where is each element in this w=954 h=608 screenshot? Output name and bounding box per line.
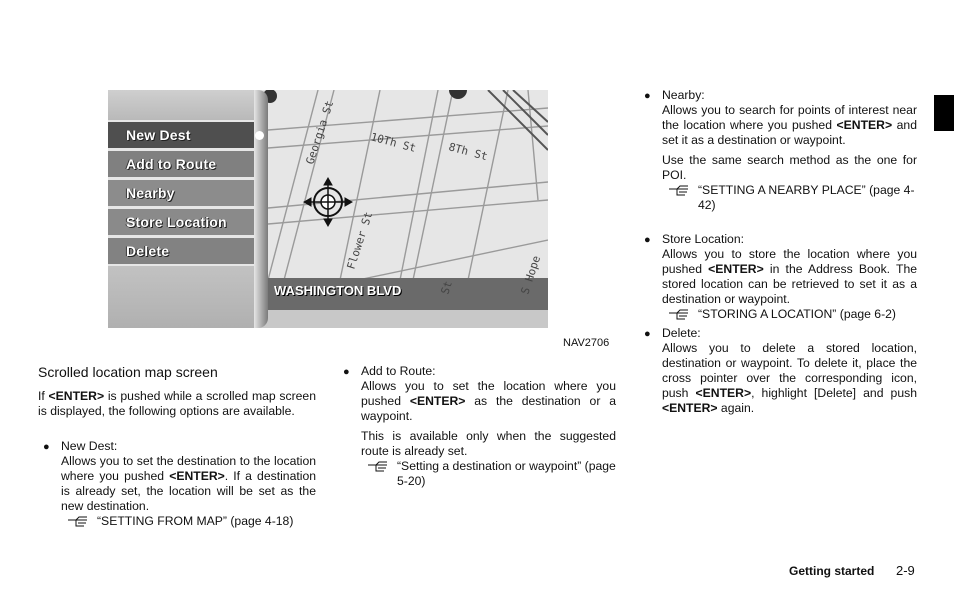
map-label-10th: 10Th St	[369, 130, 418, 155]
reference-hand-icon	[67, 515, 89, 527]
intro-paragraph: If <ENTER> is pushed while a scrolled map screen is displayed, the following options are available.	[38, 389, 316, 418]
section-thumb-tab	[934, 95, 954, 131]
bullet: ●	[644, 90, 651, 102]
ref-storing-location: “STORING A LOCATION” (page 6-2)	[698, 307, 896, 321]
ref-setting-from-map: “SETTING FROM MAP” (page 4-18)	[97, 514, 294, 528]
bullet: ●	[343, 366, 350, 378]
ref-setting-destination: “Setting a destination or waypoint” (page 5-20)	[397, 459, 616, 488]
page-number: 2-9	[896, 563, 915, 578]
item-delete: Delete: Allows you to delete a stored location, destination or waypoint. To delete it, place the cross pointer over the corresponding icon, push <ENTER>, highlight [Delete] and push <ENTER> again.	[662, 326, 917, 415]
map-label-georgia: Georgia St	[303, 98, 337, 166]
menu-nearby[interactable]: Nearby	[108, 180, 256, 206]
item-store-location: Store Location: Allows you to store the location where you pushed <ENTER> in the Address Book. The stored location can be retrieved to set it as a destination or waypoint. “STORING A LOCATION” (page 6-2)	[662, 232, 918, 321]
section-heading: Scrolled location map screen	[38, 364, 218, 380]
nav-screenshot	[108, 90, 548, 328]
map-label-8th: 8Th St	[447, 140, 489, 164]
reference-hand-icon	[367, 460, 389, 472]
menu-delete[interactable]: Delete	[108, 238, 256, 264]
reference-hand-icon	[668, 308, 690, 320]
figure-caption: NAV2706	[563, 337, 610, 349]
street-name-label: WASHINGTON BLVD	[274, 283, 402, 298]
menu-store-location[interactable]: Store Location	[108, 209, 256, 235]
reference-hand-icon	[668, 184, 690, 196]
scroll-indicator-icon	[255, 131, 264, 140]
map-label-hope: S Hope	[518, 254, 544, 296]
item-add-to-route: Add to Route: Allows you to set the location where you pushed <ENTER> as the destination or a waypoint. This is available only when the suggested route is already set. “Setting a destination or waypoint” (page 5-20)	[361, 364, 617, 488]
footer-section: Getting started	[789, 564, 875, 578]
map-menu	[108, 90, 268, 328]
bullet: ●	[644, 328, 651, 340]
menu-scrollbar[interactable]	[254, 90, 268, 328]
map-label-st: St	[438, 279, 455, 296]
item-nearby: Nearby: Allows you to search for points of interest near the location where you pushed <ENTER> and set it as a destination or waypoint. Use the same search method as the one for POI. “SETTING A NEARBY PLACE” (page 4-42)	[662, 88, 917, 212]
item-new-dest: New Dest: Allows you to set the destination to the location where you pushed <ENTER>. If a destination is already set, the location will be set as the new destination. “SETTING FROM MAP” (page 4-18)	[61, 439, 316, 528]
bullet: ●	[644, 234, 651, 246]
menu-add-to-route[interactable]: Add to Route	[108, 151, 256, 177]
map-label-flower: Flower St	[344, 210, 376, 271]
bullet: ●	[43, 441, 50, 453]
ref-setting-nearby-place: “SETTING A NEARBY PLACE” (page 4-42)	[698, 183, 915, 212]
menu-new-dest[interactable]: New Dest	[108, 122, 256, 148]
